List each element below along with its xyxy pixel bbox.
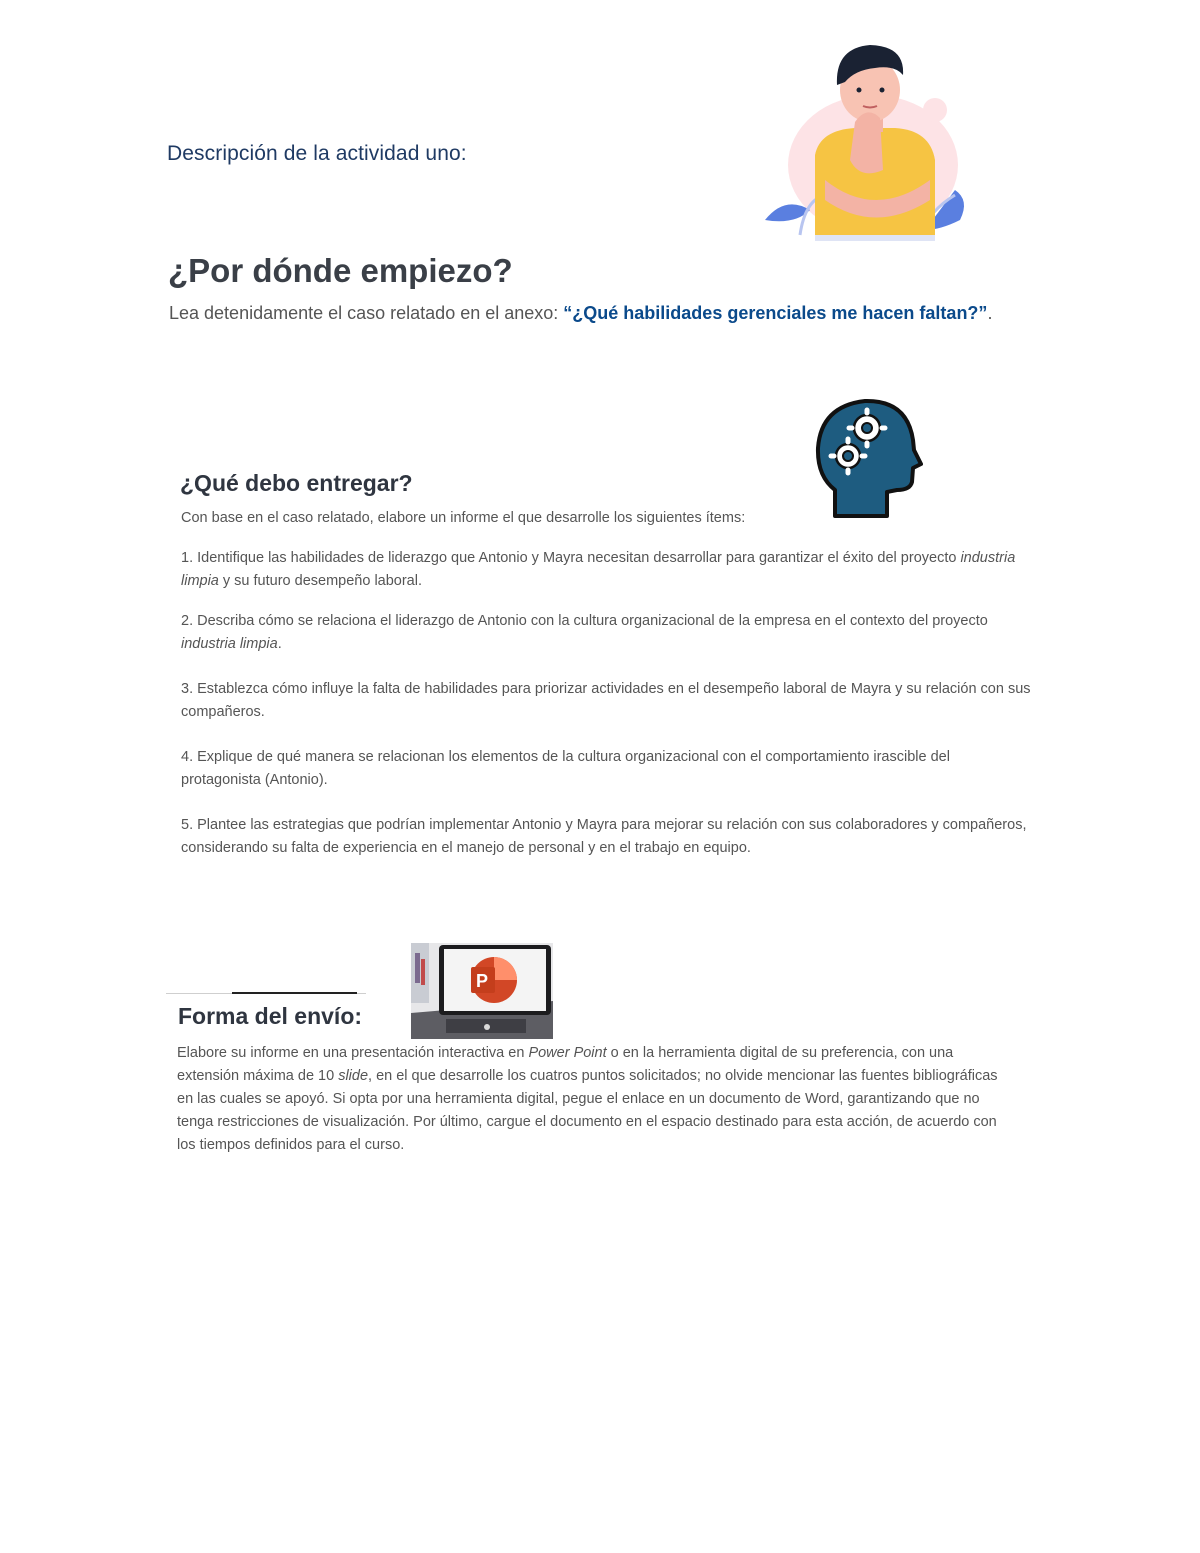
intro-line [169,303,992,324]
deliver-heading: ¿Qué debo entregar? [180,470,413,496]
activity-title: Descripción de la actividad uno: [167,142,467,165]
head-gears-icon [815,398,923,518]
send-instructions: Elabore su informe en una presentación interactiva en Power Point o en la herramienta digital de su preferencia, con una extensión máxima de 10 slide, en el que desarrolle los cuatros puntos solicitados; no olvide mencionar las fuentes bibliográficas en las cuales se apoyó. Si opta por una herramienta digital, pegue el enlace en un documento de Word, garantizando que no tenga restricciones de visualización. Por último, cargue el documento en el espacio destinado para esta acción, de acuerdo con los tiempos definidos para el curso. [177,1045,998,1153]
deliverable-item-4: 4. Explique de qué manera se relacionan los elementos de la cultura organizacional con el comportamiento irascible del protagonista (Antonio). [181,749,950,788]
powerpoint-logo-letter: P [476,971,489,991]
powerpoint-tablet-photo [411,943,553,1039]
section-divider-accent [232,992,357,994]
thinking-person-illustration [755,30,975,245]
deliver-intro: Con base en el caso relatado, elabore un informe el que desarrolle los siguientes ítems: [181,510,746,526]
deliverable-item-3: 3. Establezca cómo influye la falta de habilidades para priorizar actividades en el desempeño laboral de Mayra y su relación con sus compañeros. [181,681,1031,720]
deliverable-item-5: 5. Plantee las estrategias que podrían implementar Antonio y Mayra para mejorar su relación con sus colaboradores y compañeros, considerando su falta de experiencia en el manejo de personal y en el trabajo en equipo. [181,817,1027,856]
deliverable-item-2: 2. Describa cómo se relaciona el liderazgo de Antonio con la cultura organizacional de la empresa en el contexto del proyecto industria limpia. [181,613,988,652]
intro-suffix: . [987,303,993,323]
intro-prefix: Lea detenidamente el caso relatado en el anexo: [169,303,564,323]
annex-case-link[interactable]: “¿Qué habilidades gerenciales me hacen faltan?” [563,303,988,323]
deliverable-item-1: 1. Identifique las habilidades de liderazgo que Antonio y Mayra necesitan desarrollar para garantizar el éxito del proyecto industria limpia y su futuro desempeño laboral. [181,550,1016,589]
send-heading: Forma del envío: [178,1003,363,1029]
start-heading: ¿Por dónde empiezo? [168,252,513,289]
